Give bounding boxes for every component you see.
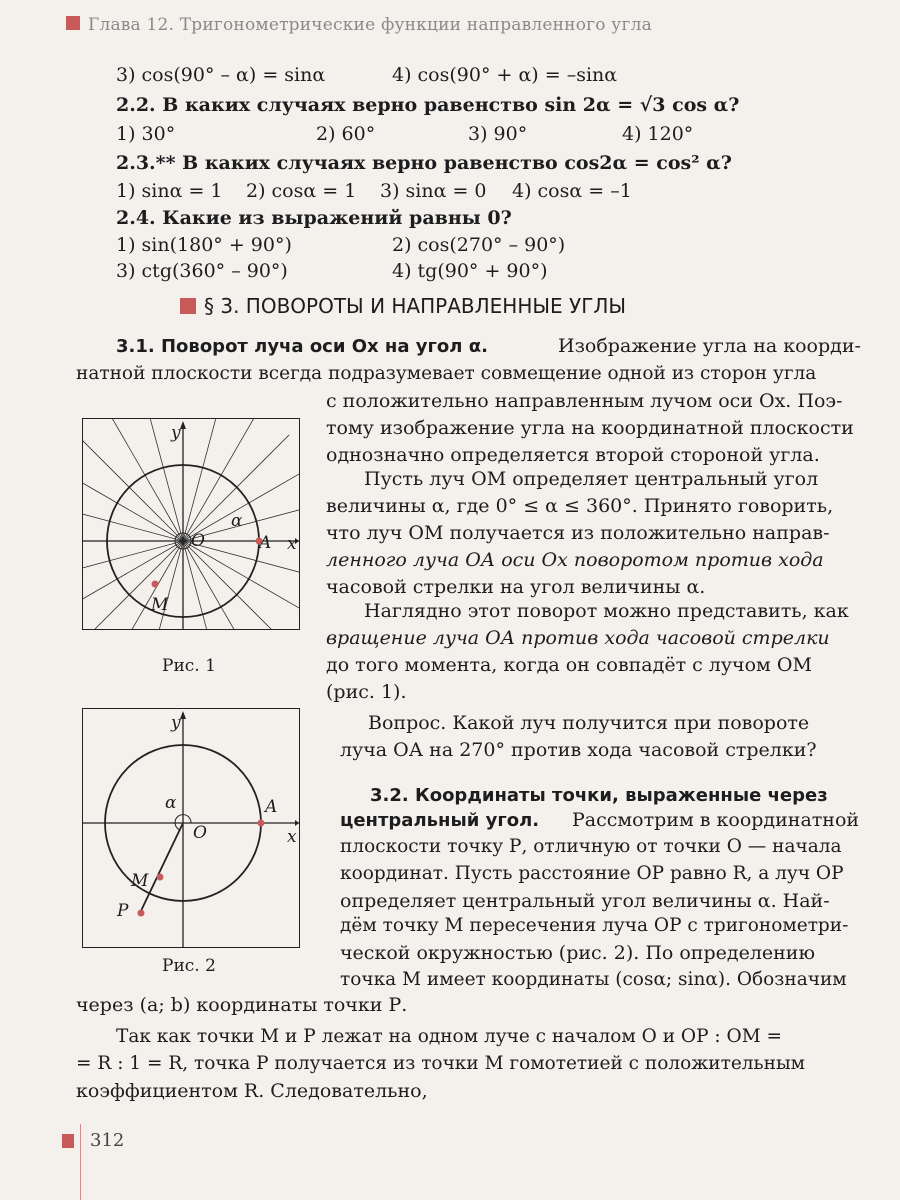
subsection-3-2-heading: 3.2. Координаты точки, выраженные через: [370, 785, 828, 806]
figure-1-drawing: [83, 419, 299, 629]
label-alpha: α: [231, 511, 243, 531]
figure-1-caption: Рис. 1: [162, 656, 216, 676]
label-a: A: [259, 533, 272, 553]
text-line: вращение луча ОА против хода часовой стрелки: [326, 627, 830, 649]
label-o: O: [193, 823, 207, 843]
text-line: (рис. 1).: [326, 681, 407, 703]
text-line: дём точку М пересечения луча ОР с тригонометри-: [340, 915, 849, 936]
text-line: Наглядно этот поворот можно представить, как: [364, 600, 849, 622]
question-2-4: 2.4. Какие из выражений равны 0?: [116, 207, 512, 229]
label-m: M: [151, 595, 169, 615]
text-line: однозначно определяется второй стороной угла.: [326, 444, 820, 466]
chapter-header: Глава 12. Тригонометрические функции направленного угла: [88, 15, 652, 35]
subsection-3-2-heading: центральный угол.: [340, 810, 540, 831]
text-line: натной плоскости всегда подразумевает совмещение одной из сторон угла: [76, 363, 817, 384]
header-marker: [66, 16, 80, 30]
text-line: плоскости точку Р, отличную от точки О — начала: [340, 836, 842, 857]
section-marker: [180, 298, 196, 314]
text-line: = R : 1 = R, точка Р получается из точки М гомотетией с положительным: [76, 1053, 806, 1074]
figure-2: [82, 708, 300, 948]
label-p: P: [117, 901, 129, 921]
text-line: точка М имеет координаты (cosα; sinα). Обозначим: [340, 969, 847, 990]
ray-line: [183, 541, 222, 629]
figure-1: [82, 418, 300, 630]
text-line: Рассмотрим в координатной: [572, 809, 860, 831]
option: 3) sinα = 0: [380, 180, 487, 202]
text-line: до того момента, когда он совпадёт с лучом ОМ: [326, 654, 812, 676]
label-m: M: [131, 871, 149, 891]
question-text: луча ОА на 270° против хода часовой стрелки?: [340, 739, 817, 761]
label-x: x: [287, 827, 297, 847]
text-line: координат. Пусть расстояние ОР равно R, а луч ОР: [340, 863, 844, 884]
text-line: определяет центральный угол величины α. Най-: [340, 890, 830, 912]
question-2-3: 2.3.** В каких случаях верно равенство cos2α = cos² α?: [116, 152, 732, 174]
ray-line: [83, 502, 183, 541]
label-y: y: [171, 713, 181, 733]
text-line: через (a; b) координаты точки Р.: [76, 994, 408, 1016]
section-title: § 3. ПОВОРОТЫ И НАПРАВЛЕННЫЕ УГЛЫ: [204, 294, 627, 318]
label-alpha: α: [165, 793, 177, 813]
option: 1) sinα = 1: [116, 180, 223, 202]
option: 2) cosα = 1: [246, 180, 357, 202]
option: 4) cosα = –1: [512, 180, 632, 202]
text-line: Так как точки М и Р лежат на одном луче с началом О и ОР : ОМ =: [116, 1026, 783, 1047]
ray-line: [83, 466, 183, 541]
label-y: y: [171, 423, 181, 443]
ray-line: [83, 435, 183, 541]
text-line: коэффициентом R. Следовательно,: [76, 1080, 428, 1102]
text-line: что луч ОМ получается из положительно направ-: [326, 522, 830, 544]
label-a: A: [265, 797, 278, 817]
exercise-line: 3) cos(90° – α) = sinα: [116, 64, 326, 86]
ray-line: [183, 419, 258, 541]
option: 2) 60°: [316, 123, 376, 145]
text-line: Изображение угла на коорди-: [558, 335, 861, 357]
footer-marker: [62, 1134, 74, 1148]
question-2-2: 2.2. В каких случаях верно равенство sin 2α = √3 cos α?: [116, 94, 740, 116]
text-line: часовой стрелки на угол величины α.: [326, 576, 706, 598]
ray-line: [83, 541, 183, 580]
label-x: x: [287, 534, 297, 554]
question-text: Вопрос. Какой луч получится при повороте: [368, 712, 810, 734]
text-line: величины α, где 0° ≤ α ≤ 360°. Принято говорить,: [326, 495, 834, 517]
option: 3) ctg(360° – 90°): [116, 260, 288, 282]
text-line: Пусть луч ОМ определяет центральный угол: [364, 468, 819, 490]
page-number: 312: [90, 1130, 125, 1151]
option: 2) cos(270° – 90°): [392, 234, 566, 256]
exercise-line: 4) cos(90° + α) = –sinα: [392, 64, 618, 86]
ray-line: [144, 541, 183, 629]
text-line: ленного луча ОА оси Ох поворотом против хода: [326, 549, 824, 571]
label-o: O: [191, 531, 205, 551]
text-line: ческой окружностью (рис. 2). По определению: [340, 942, 815, 964]
option: 1) 30°: [116, 123, 176, 145]
option: 3) 90°: [468, 123, 528, 145]
subsection-3-1-heading: 3.1. Поворот луча оси Ох на угол α.: [116, 336, 488, 357]
option: 1) sin(180° + 90°): [116, 234, 292, 256]
option: 4) 120°: [622, 123, 694, 145]
text-line: с положительно направленным лучом оси Ох. Поэ-: [326, 390, 843, 412]
ray-line: [183, 419, 222, 541]
text-line: тому изображение угла на координатной плоскости: [326, 417, 854, 439]
figure-2-drawing: [83, 709, 299, 947]
footer-rule: [80, 1124, 81, 1200]
figure-2-caption: Рис. 2: [162, 956, 216, 976]
option: 4) tg(90° + 90°): [392, 260, 548, 282]
